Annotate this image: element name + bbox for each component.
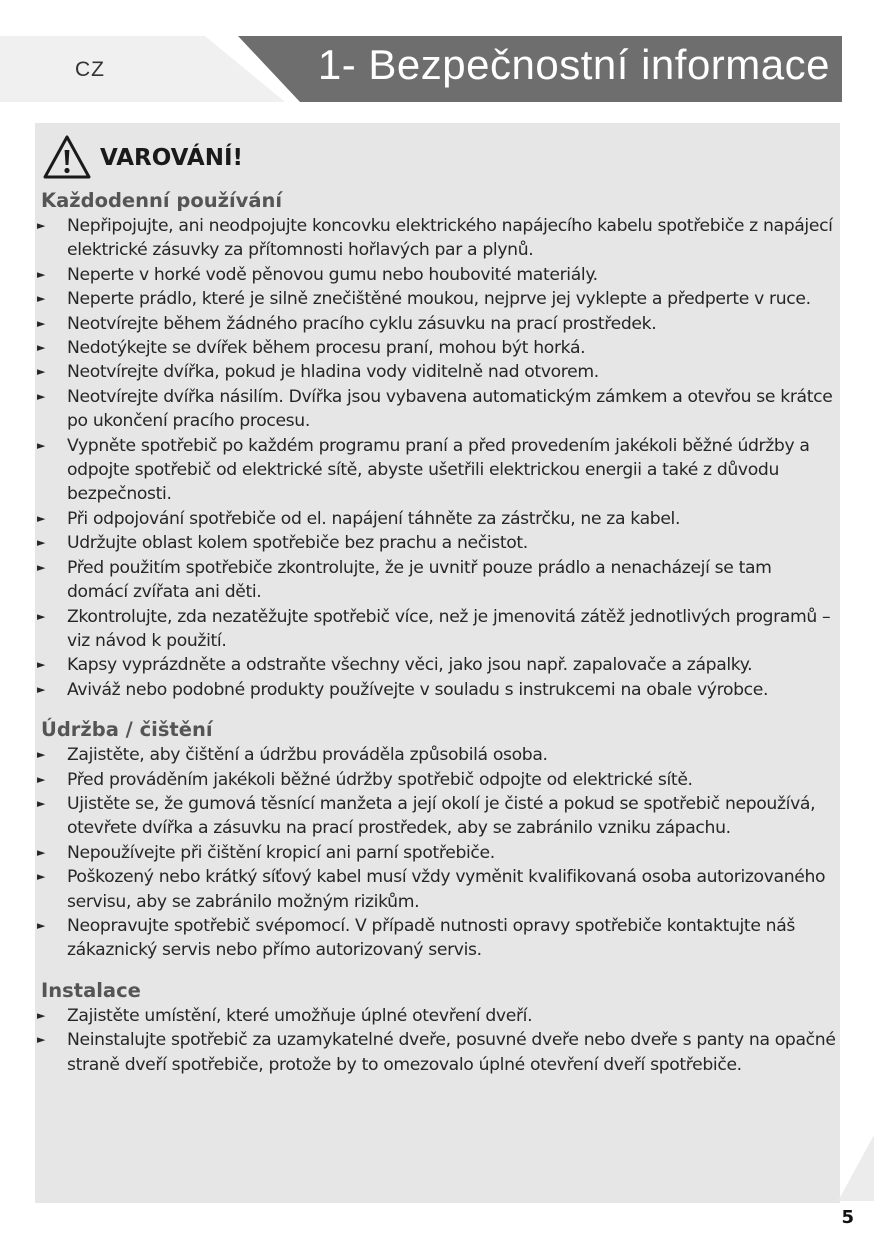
section-spacer	[35, 702, 840, 716]
bullet-arrow-icon: ►	[37, 1008, 46, 1022]
warning-header	[42, 133, 243, 183]
section-heading: Každodenní používání	[41, 189, 283, 212]
list-item	[35, 605, 840, 654]
content-panel	[35, 123, 840, 1203]
bullet-arrow-icon: ►	[37, 658, 46, 672]
list-item	[35, 312, 840, 336]
warning-triangle-icon	[42, 133, 92, 183]
bullet-arrow-icon: ►	[37, 438, 46, 452]
list-item-text: Při odpojování spotřebiče od el. napájení táhněte za zástrčku, ne za kabel.	[67, 508, 681, 529]
list-item	[35, 263, 840, 287]
list-item	[35, 531, 840, 555]
list-item	[35, 678, 840, 702]
list-item	[35, 556, 840, 605]
section-heading: Instalace	[41, 978, 141, 1002]
bullet-arrow-icon: ►	[37, 511, 46, 525]
list-item-text: Poškozený nebo krátký síťový kabel musí vždy vyměnit kvalifikovaná osoba autorizovaného servisu, aby se zabránilo možným rizikům.	[67, 867, 826, 912]
sections-container	[35, 187, 840, 1077]
list-item-text: Ujistěte se, že gumová těsnící manžeta a její okolí je čisté a pokud se spotřebič nepoužívá, otevřete dvířka a zásuvku na prací prostředek, aby se zabránilo vzniku zápachu.	[67, 793, 816, 839]
bullet-arrow-icon: ►	[37, 870, 46, 884]
list-item	[35, 1028, 840, 1077]
list-item	[35, 792, 840, 841]
list-item-text: Neperte prádlo, které je silně znečištěné moukou, nejprve jej vyklepte a předperte v ruce.	[67, 289, 811, 310]
list-item-text: Zajistěte umístění, které umožňuje úplné otevření dveří.	[67, 1005, 533, 1026]
list-item-text: Aviváž nebo podobné produkty používejte v souladu s instrukcemi na obale výrobce.	[67, 679, 769, 700]
section-spacer	[35, 963, 840, 977]
list-item-text: Před použitím spotřebiče zkontrolujte, že je uvnitř pouze prádlo a nenacházejí se tam domácí zvířata ani děti.	[67, 557, 772, 603]
page-title: 1- Bezpečnostní informace	[317, 41, 830, 88]
list-item	[35, 768, 840, 792]
list-item-text: Neperte v horké vodě pěnovou gumu nebo houbovité materiály.	[67, 264, 598, 285]
list-item	[35, 385, 840, 434]
bullet-arrow-icon: ►	[37, 918, 46, 932]
list-item	[35, 865, 840, 914]
bullet-arrow-icon: ►	[37, 536, 46, 550]
bullet-arrow-icon: ►	[37, 292, 46, 306]
list-item-text: Neotvírejte během žádného pracího cyklu zásuvku na prací prostředek.	[67, 313, 657, 334]
list-item-text: Nedotýkejte se dvířek během procesu praní, mohou být horká.	[67, 338, 586, 359]
bullet-arrow-icon: ►	[37, 845, 46, 859]
bullet-arrow-icon: ►	[37, 267, 46, 281]
list-item	[35, 653, 840, 677]
list-item-text: Vypněte spotřebič po každém programu praní a před provedením jakékoli běžné údržby a odpojte spotřebič od elektrické sítě, abyste ušetřili elektrickou energii a také z důvodu bezpečnosti.	[67, 435, 810, 505]
list-item	[35, 841, 840, 865]
warning-label: VAROVÁNÍ!	[100, 145, 244, 171]
list-item	[35, 287, 840, 311]
list-item	[35, 743, 840, 767]
bullet-list	[35, 214, 840, 702]
list-item	[35, 914, 840, 963]
list-item-text: Neopravujte spotřebič svépomocí. V případě nutnosti opravy spotřebiče kontaktujte náš zákaznický servis nebo přímo autorizovaný servis.	[67, 915, 795, 961]
bullet-arrow-icon: ►	[37, 365, 46, 379]
list-item-text: Neotvírejte dvířka, pokud je hladina vody viditelně nad otvorem.	[67, 362, 599, 383]
list-item-text: Neinstalujte spotřebič za uzamykatelné dveře, posuvné dveře nebo dveře s panty na opačné straně dveří spotřebiče, protože by to omezovalo úplné otevření dveří spotřebiče.	[67, 1030, 836, 1075]
page-corner-decoration	[838, 1135, 874, 1201]
list-item-text: Nepřipojujte, ani neodpojujte koncovku elektrického napájecího kabelu spotřebiče z napájecí elektrické zásuvky za přítomnosti hořlavých par a plynů.	[67, 216, 833, 261]
bullet-arrow-icon: ►	[37, 609, 46, 623]
bullet-arrow-icon: ►	[37, 1033, 46, 1047]
section-heading: Údržba / čištění	[41, 718, 213, 742]
bullet-list	[35, 1004, 840, 1077]
list-item-text: Kapsy vyprázdněte a odstraňte všechny věci, jako jsou např. zapalovače a zápalky.	[67, 655, 753, 676]
bullet-arrow-icon: ►	[37, 316, 46, 330]
list-item	[35, 360, 840, 384]
list-item	[35, 1004, 840, 1028]
list-item-text: Udržujte oblast kolem spotřebiče bez prachu a nečistot.	[67, 533, 528, 554]
bullet-arrow-icon: ►	[37, 682, 46, 696]
list-item	[35, 336, 840, 360]
list-item	[35, 214, 840, 263]
bullet-arrow-icon: ►	[37, 341, 46, 355]
list-item-text: Před prováděním jakékoli běžné údržby spotřebič odpojte od elektrické sítě.	[67, 769, 693, 790]
list-item-text: Zajistěte, aby čištění a údržbu prováděla způsobilá osoba.	[67, 745, 548, 766]
list-item	[35, 507, 840, 531]
language-tab	[0, 36, 285, 102]
list-item-text: Zkontrolujte, zda nezatěžujte spotřebič více, než je jmenovitá zátěž jednotlivých programů – viz návod k použití.	[67, 606, 831, 651]
bullet-arrow-icon: ►	[37, 748, 46, 762]
bullet-arrow-icon: ►	[37, 796, 46, 810]
bullet-arrow-icon: ►	[37, 219, 46, 232]
list-item-text: Neotvírejte dvířka násilím. Dvířka jsou vybavena automatickým zámkem a otevřou se krátce po ukončení pracího procesu.	[67, 386, 833, 432]
bullet-arrow-icon: ►	[37, 772, 46, 786]
language-code: CZ	[75, 58, 105, 81]
bullet-arrow-icon: ►	[37, 389, 46, 403]
list-item	[35, 434, 840, 507]
bullet-list	[35, 743, 840, 963]
bullet-arrow-icon: ►	[37, 560, 46, 574]
page-number: 5	[841, 1207, 854, 1228]
list-item-text: Nepoužívejte při čištění kropicí ani parní spotřebiče.	[67, 842, 495, 863]
